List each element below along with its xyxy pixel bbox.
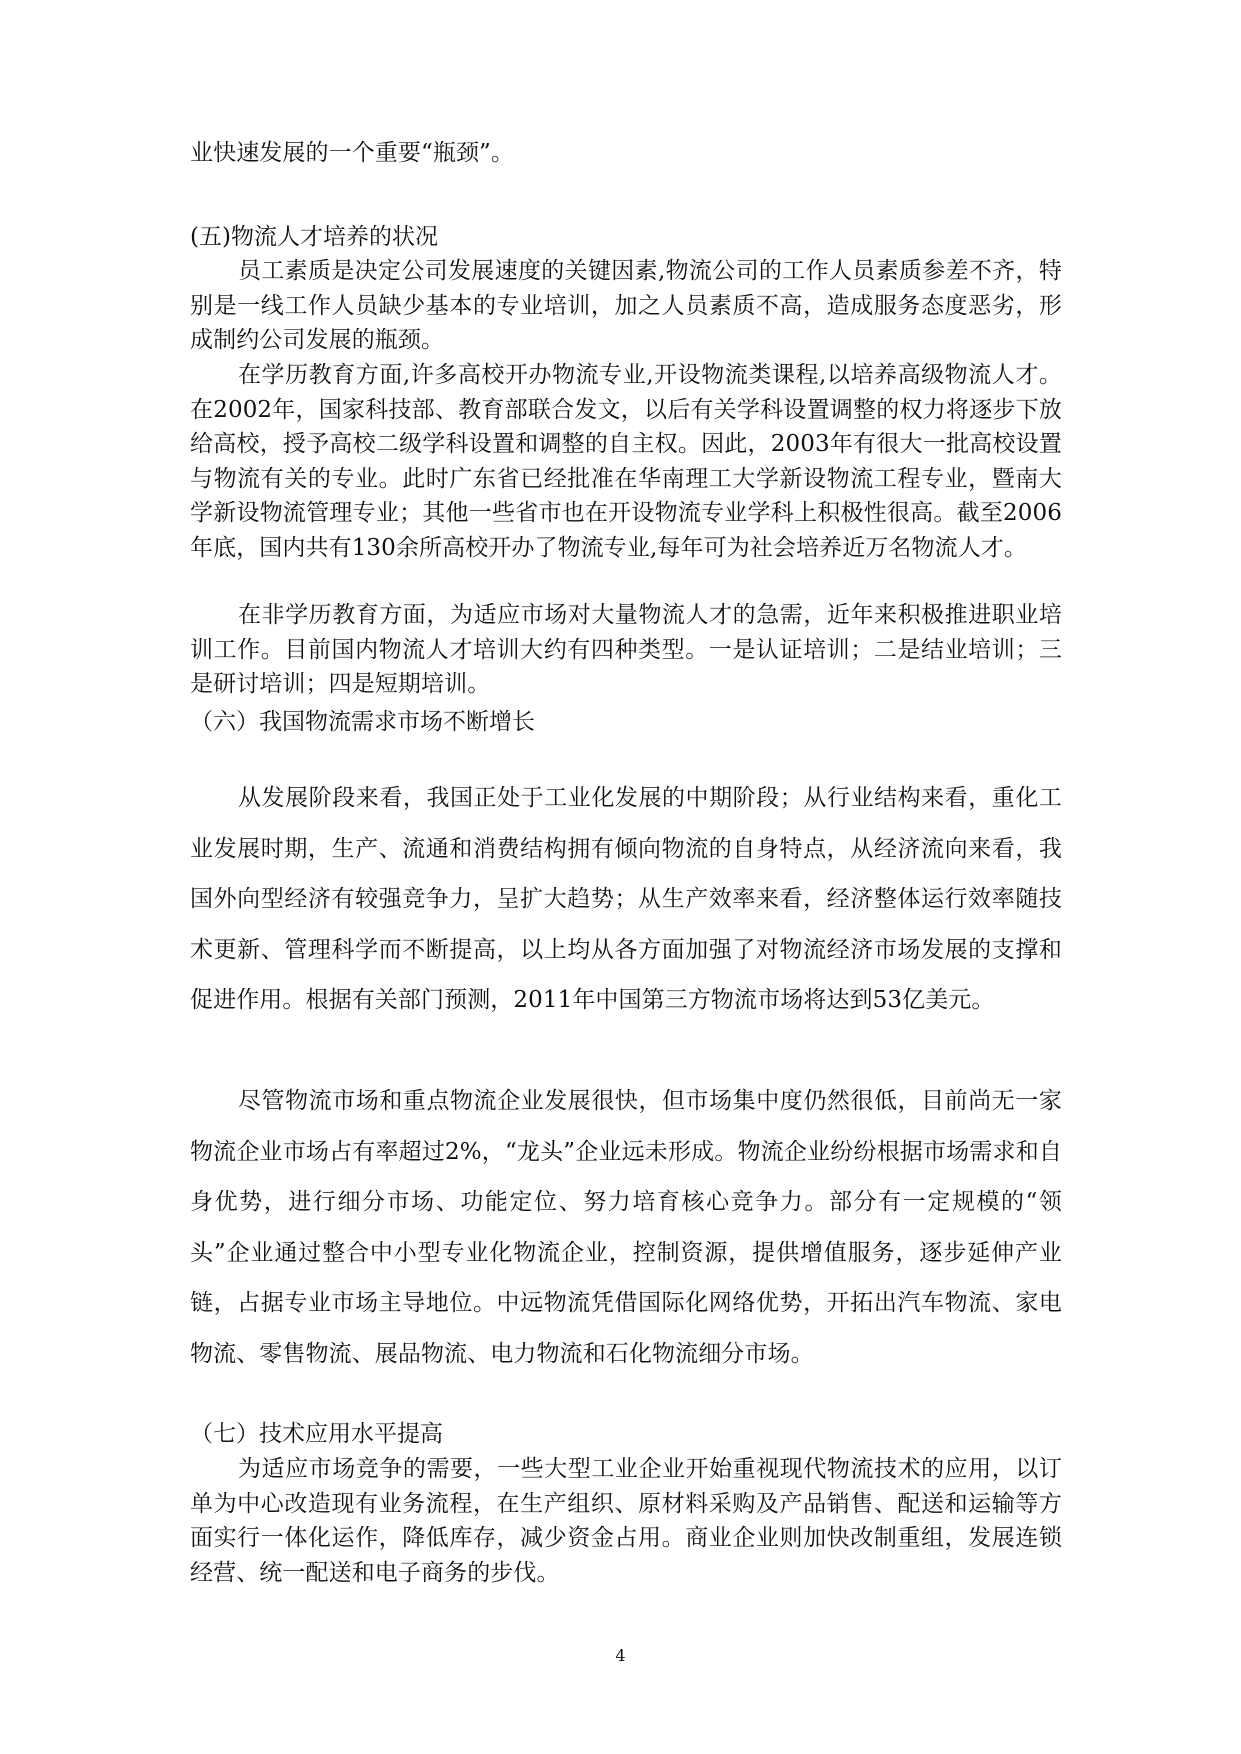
paragraph-vocational-training: 在非学历教育方面，为适应市场对大量物流人才的急需，近年来积极推进职业培训工作。目前国内物流人才培训大约有四种类型。一是认证培训；二是结业培训；三是研讨培训；四是短期培训。 bbox=[190, 602, 1062, 697]
paragraph-staff-quality: 员工素质是决定公司发展速度的关键因素,物流公司的工作人员素质参差不齐，特别是一线工作人员缺少基本的专业培训，加之人员素质不高，造成服务态度恶劣，形成制约公司发展的瓶颈。 bbox=[190, 258, 1062, 353]
section-heading-7: （七）技术应用水平提高 bbox=[190, 1421, 443, 1447]
paragraph-technology-application: 为适应市场竞争的需要，一些大型工业企业开始重视现代物流技术的应用，以订单为中心改造现有业务流程，在生产组织、原材料采购及产品销售、配送和运输等方面实行一体化运作，降低库存，减少资金占用。商业企业则加快改制重组，发展连锁经营、统一配送和电子商务的步伐。 bbox=[190, 1456, 1062, 1586]
continuation-paragraph: 业快速发展的一个重要“瓶颈”。 bbox=[190, 140, 515, 166]
section-heading-5: (五)物流人才培养的状况 bbox=[190, 224, 438, 250]
paragraph-market-growth: 从发展阶段来看，我国正处于工业化发展的中期阶段；从行业结构来看，重化工业发展时期，生产、流通和消费结构拥有倾向物流的自身特点，从经济流向来看，我国外向型经济有较强竞争力，呈扩大趋势；从生产效率来看，经济整体运行效率随技术更新、管理科学而不断提高，以上均从各方面加强了对物流经济市场发展的支撑和促进作用。根据有关部门预测，2011年中国第三方物流市场将达到53亿美元。 bbox=[190, 785, 1062, 1013]
page-number: 4 bbox=[615, 1646, 626, 1665]
paragraph-academic-education: 在学历教育方面,许多高校开办物流专业,开设物流类课程,以培养高级物流人才。在2002年，国家科技部、教育部联合发文，以后有关学科设置调整的权力将逐步下放给高校，授予高校二级学科设置和调整的自主权。因此，2003年有很大一批高校设置与物流有关的专业。此时广东省已经批准在华南理工大学新设物流工程专业，暨南大学新设物流管理专业；其他一些省市也在开设物流专业学科上积极性很高。截至2006年底，国内共有130余所高校开办了物流专业,每年可为社会培养近万名物流人才。 bbox=[190, 362, 1062, 561]
section-heading-6: （六）我国物流需求市场不断增长 bbox=[190, 709, 535, 735]
paragraph-market-concentration: 尽管物流市场和重点物流企业发展很快，但市场集中度仍然很低，目前尚无一家物流企业市场占有率超过2%，“龙头”企业远未形成。物流企业纷纷根据市场需求和自身优势，进行细分市场、功能定位、努力培育核心竞争力。部分有一定规模的“领头”企业通过整合中小型专业化物流企业，控制资源，提供增值服务，逐步延伸产业链，占据专业市场主导地位。中远物流凭借国际化网络优势，开拓出汽车物流、家电物流、零售物流、展品物流、电力物流和石化物流细分市场。 bbox=[190, 1088, 1062, 1367]
